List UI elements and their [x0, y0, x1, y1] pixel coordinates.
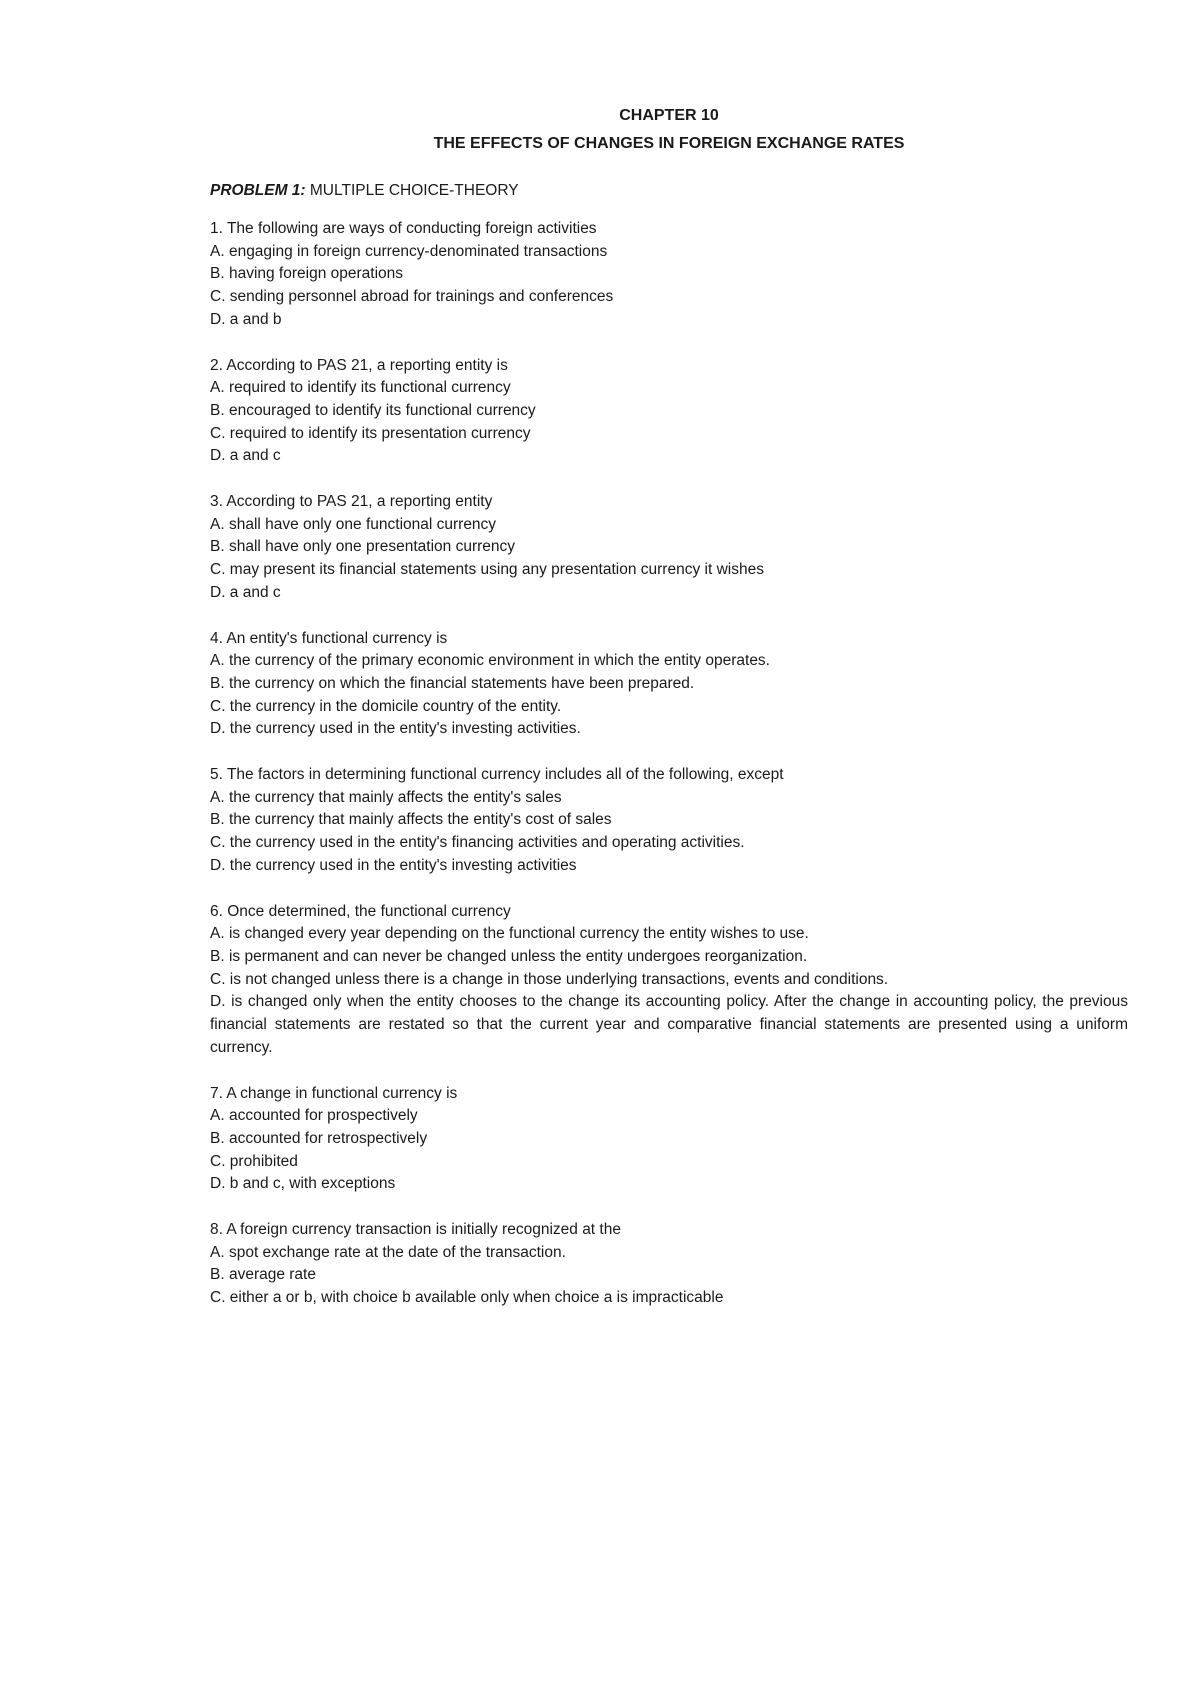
option-c: C. sending personnel abroad for trainings and conferences [210, 288, 614, 306]
option-a: A. the currency of the primary economic environment in which the entity operates. [210, 652, 770, 670]
question-text: 4. An entity's functional currency is [210, 629, 448, 647]
option-c: C. the currency used in the entity's financing activities and operating activities. [210, 834, 745, 852]
option-c: C. may present its financial statements using any presentation currency it wishes [210, 561, 764, 579]
option-c: C. required to identify its presentation currency [210, 424, 531, 442]
document-content [210, 102, 1128, 1333]
problem-title [210, 180, 1128, 202]
option-a: A. accounted for prospectively [210, 1107, 418, 1125]
question-8 [210, 1219, 1128, 1310]
problem-label: PROBLEM 1: [210, 182, 306, 199]
option-d: D. is changed only when the entity chooses to the change its accounting policy. After the change in accounting policy, the previous financial statements are restated so that the current year and comparative financial statements are presented using a uniform currency. [210, 993, 1128, 1056]
problem-name: MULTIPLE CHOICE-THEORY [305, 182, 519, 199]
option-b: B. the currency on which the financial statements have been prepared. [210, 674, 695, 692]
question-text: 5. The factors in determining functional currency includes all of the following, except [210, 766, 784, 784]
option-d: D. a and c [210, 583, 281, 601]
option-b: B. is permanent and can never be changed unless the entity undergoes reorganization. [210, 947, 808, 965]
option-c: C. is not changed unless there is a change in those underlying transactions, events and conditions. [210, 970, 889, 988]
question-5 [210, 764, 1128, 878]
option-b: B. shall have only one presentation currency [210, 538, 516, 556]
question-text: 2. According to PAS 21, a reporting entity is [210, 356, 508, 374]
question-text: 7. A change in functional currency is [210, 1084, 458, 1102]
chapter-heading: CHAPTER 10 [619, 107, 719, 124]
question-2 [210, 355, 1128, 469]
option-a: A. spot exchange rate at the date of the transaction. [210, 1243, 566, 1261]
option-c: C. prohibited [210, 1152, 298, 1170]
question-text: 6. Once determined, the functional currency [210, 902, 511, 920]
option-a: A. shall have only one functional currency [210, 515, 497, 533]
option-b: B. encouraged to identify its functional currency [210, 401, 536, 419]
question-7 [210, 1083, 1128, 1197]
question-6 [210, 901, 1128, 1060]
option-a: A. engaging in foreign currency-denominated transactions [210, 242, 608, 260]
option-a: A. required to identify its functional currency [210, 379, 511, 397]
question-text: 1. The following are ways of conducting foreign activities [210, 220, 597, 237]
option-a: A. is changed every year depending on the functional currency the entity wishes to use. [210, 925, 809, 943]
option-b: B. average rate [210, 1266, 316, 1284]
option-b: B. having foreign operations [210, 265, 404, 283]
option-a: A. the currency that mainly affects the entity's sales [210, 788, 562, 806]
option-d: D. b and c, with exceptions [210, 1175, 396, 1193]
question-text: 3. According to PAS 21, a reporting entity [210, 493, 493, 511]
chapter-title: THE EFFECTS OF CHANGES IN FOREIGN EXCHANGE RATES [433, 135, 905, 152]
option-c: C. the currency in the domicile country of the entity. [210, 697, 562, 715]
question-3 [210, 491, 1128, 605]
question-1 [210, 218, 1128, 332]
option-d: D. the currency used in the entity's investing activities. [210, 720, 581, 738]
question-4 [210, 628, 1128, 742]
option-b: B. accounted for retrospectively [210, 1129, 428, 1147]
option-d: D. a and c [210, 447, 281, 465]
option-d: D. the currency used in the entity's investing activities [210, 856, 577, 874]
question-text: 8. A foreign currency transaction is initially recognized at the [210, 1221, 621, 1239]
option-b: B. the currency that mainly affects the entity's cost of sales [210, 811, 612, 829]
option-d: D. a and b [210, 310, 282, 328]
option-c: C. either a or b, with choice b available only when choice a is impracticable [210, 1289, 724, 1307]
